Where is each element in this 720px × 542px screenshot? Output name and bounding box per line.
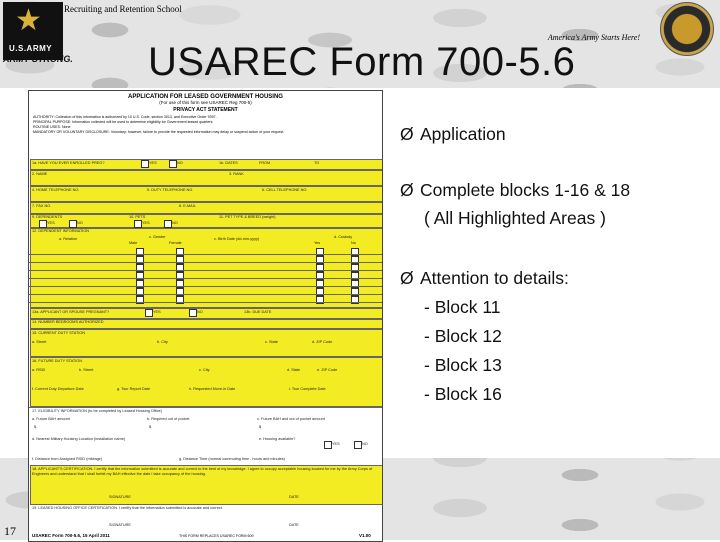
bullet-arrow-icon: Ø	[400, 124, 414, 144]
block-12-row-line	[29, 302, 382, 303]
block-16-rsid-label: a. RSID	[32, 368, 46, 372]
army-logo	[3, 2, 63, 60]
block-17-no-checkbox[interactable]	[354, 441, 362, 449]
block-15-city-label: b. City	[157, 340, 168, 344]
form-subtitle: (For use of this form see USAREC Reg 700-5)	[159, 100, 252, 105]
sub-bullet-block-13: - Block 13	[424, 355, 502, 375]
block-12-row-line	[29, 294, 382, 295]
privacy-purpose: PRINCIPAL PURPOSE: Information collected will be used to determine eligibility for Government leased quarters.	[33, 120, 214, 124]
privacy-disclosure: MANDATORY OR VOLUNTARY DISCLOSURE: Voluntary; however, failure to provide the requested information may delay or suspend action of your request.	[33, 130, 285, 134]
block-16-tour-label: g. Tour Report Date	[117, 387, 151, 391]
block-12-yes-header: Yes	[314, 241, 321, 245]
bullet-attention	[400, 268, 569, 289]
block-17-dollar-2: $	[149, 425, 152, 429]
block-10-label: 10. PETS	[129, 215, 146, 219]
block-10-no-label: NO	[172, 221, 178, 225]
block-19-date-label: DATE	[289, 523, 299, 527]
block-12-row-line	[29, 270, 382, 271]
block-16-zip-label: e. ZIP Code	[317, 368, 338, 372]
block-1b-label: 1b. DATES	[219, 161, 238, 165]
star-icon: ★	[15, 4, 42, 37]
block-12-no-header: No	[351, 241, 356, 245]
block-16-city-label: c. City	[199, 368, 210, 372]
bullet-arrow-icon: Ø	[400, 268, 414, 288]
block-1-label: 1a. HAVE YOU EVER ENROLLED PREG?	[32, 161, 105, 165]
block-1b-to-label: TO	[314, 161, 320, 165]
block-5-label: 5. DUTY TELEPHONE NO.	[147, 188, 194, 192]
block-2-3-field[interactable]	[30, 170, 383, 186]
block-16-street-label: b. Street	[79, 368, 94, 372]
slide-title: USAREC Form 700-5.6	[148, 40, 576, 84]
block-12-row-line	[29, 262, 382, 263]
block-17-dollar-1: $	[34, 425, 37, 429]
block-12-table[interactable]	[30, 228, 383, 308]
block-1b-from-label: FROM	[259, 161, 271, 165]
block-15-street-label: a. Street	[32, 340, 47, 344]
block-19-signature-label: SIGNATURE	[109, 523, 131, 527]
page-number: 17	[4, 524, 16, 538]
bullet-arrow-icon: Ø	[400, 180, 414, 200]
block-12-label: 12. DEPENDENT INFORMATION	[32, 229, 90, 233]
block-9-no-checkbox[interactable]	[69, 220, 77, 228]
privacy-routine: ROUTINE USES: None	[33, 125, 71, 129]
army-strong-slogan: ARMY STRONG.	[3, 54, 73, 64]
tagline: America's Army Starts Here!	[547, 33, 640, 42]
block-17-divider	[29, 407, 382, 408]
bullet-application	[400, 124, 506, 145]
usarec-emblem-icon	[660, 2, 714, 56]
block-1-no-label: NO	[177, 161, 183, 165]
block-13-no-checkbox[interactable]	[189, 309, 197, 317]
block-9-label: 9. DEPENDENTS	[32, 215, 63, 219]
block-17-req-label: b. Required out of pocket	[147, 417, 190, 421]
block-10-yes-checkbox[interactable]	[134, 220, 142, 228]
bullet-attention-text: Attention to details:	[420, 268, 569, 288]
block-13-yes-label: YES	[153, 310, 161, 314]
block-3-label: 3. RANK	[229, 172, 244, 176]
block-10-no-checkbox[interactable]	[164, 220, 172, 228]
block-1-yes-checkbox[interactable]	[141, 160, 149, 168]
block-2-label: 2. NAME	[32, 172, 48, 176]
block-13-no-label: NO	[197, 310, 203, 314]
block-12-custody-header: d. Custody	[334, 235, 353, 239]
block-1-no-checkbox[interactable]	[169, 160, 177, 168]
block-12-relation-header: a. Relation	[59, 237, 78, 241]
bullet-complete-blocks	[400, 180, 630, 201]
privacy-heading: PRIVACY ACT STATEMENT	[173, 107, 238, 113]
form-image	[28, 90, 383, 542]
block-17-label: 17. ELIGIBILITY INFORMATION (to be completed by Leased Housing Office)	[32, 409, 162, 413]
block-17-dollar-3: $	[259, 425, 262, 429]
sub-bullet-block-16: - Block 16	[424, 384, 502, 404]
form-title: APPLICATION FOR LEASED GOVERNMENT HOUSING	[128, 94, 283, 100]
block-17-commute-label: g. Distance Time (normal commuting time - hours and minutes)	[179, 457, 285, 461]
block-12-female-header: Female	[169, 241, 182, 245]
block-16-requested-label: h. Requested Move-in Date	[189, 387, 236, 391]
block-17-no-label: NO	[362, 442, 368, 446]
form-footer-version: V1.00	[359, 533, 371, 538]
block-17-future-label: c. Future BAH and out of pocket amount	[257, 417, 325, 421]
block-12-gender-header: c. Gender	[149, 235, 166, 239]
block-15-zip-label: d. ZIP Code	[312, 340, 333, 344]
block-15-state-label: c. State	[265, 340, 278, 344]
block-16-tour-complete-label: i. Tour Complete Date	[289, 387, 326, 391]
block-9-no-label: NO	[77, 221, 83, 225]
block-14-label: 14. NUMBER BEDROOMS AUTHORIZED	[32, 320, 104, 324]
block-7-label: 7. FAX NO.	[32, 204, 52, 208]
block-11-label: 11. PET TYPE & BREED (weight)	[219, 215, 276, 219]
block-16-field[interactable]	[30, 357, 383, 407]
block-6-label: 6. CELL TELEPHONE NO.	[262, 188, 308, 192]
logo-text: U.S.ARMY	[9, 44, 53, 53]
block-13-yes-checkbox[interactable]	[145, 309, 153, 317]
sub-bullet-block-12: - Block 12	[424, 326, 502, 346]
block-4-label: 4. HOME TELEPHONE NO.	[32, 188, 80, 192]
block-17-distance-label: f. Distance from Assigned RSID (mileage)	[32, 457, 103, 461]
block-12-male-header: Male	[129, 241, 138, 245]
block-12-birth-header: c. Birth Date (dd-mm-yyyy)	[214, 237, 260, 241]
form-footer-id: USAREC Form 700-5.6, 15 April 2011	[32, 533, 110, 538]
block-7-8-field[interactable]	[30, 202, 383, 214]
block-13-label: 13a. APPLICANT OR SPOUSE PREGNANT?	[32, 310, 110, 314]
block-9-yes-checkbox[interactable]	[39, 220, 47, 228]
form-footer-note: THIS FORM REPLACES USAREC FORM 609	[179, 534, 254, 538]
bullet-highlighted-areas: ( All Highlighted Areas )	[424, 208, 606, 228]
block-8-label: 8. E-MAIL	[179, 204, 196, 208]
block-12-row-line	[29, 286, 382, 287]
block-12-row-line	[29, 254, 382, 255]
block-17-nearest-label: d. Nearest Military Housing Location (installation name)	[32, 437, 126, 441]
block-16-state-label: d. State	[287, 368, 301, 372]
block-18-label: 18. APPLICANT'S CERTIFICATION. I certify that the information submitted is accurate and correct to the best of my knowledge. I agree to occupy acceptable housing located for me by the Army Corps of Engineers and understand that I shall forfeit my BAH effective the date I take occupancy of the housing.	[32, 467, 373, 476]
bullet-application-text: Application	[420, 124, 506, 144]
privacy-authority: AUTHORITY: Collection of this information is authorized by 10 U.S. Code, section 3013, and Executive Order 9397.	[33, 115, 217, 119]
block-17-yes-label: YES	[332, 442, 340, 446]
school-name: Recruiting and Retention School	[64, 4, 182, 14]
block-16-current-label: f. Current Duty Departure Date	[32, 387, 84, 391]
block-9-yes-label: YES	[47, 221, 55, 225]
block-17-yes-checkbox[interactable]	[324, 441, 332, 449]
block-12-row-line	[29, 278, 382, 279]
block-1-yes-label: YES	[149, 161, 157, 165]
block-19-label: 19. LEASED HOUSING OFFICE CERTIFICATION. I certify that the information submitted is accurate and correct.	[32, 506, 223, 510]
block-16-label: 16. FUTURE DUTY STATION	[32, 359, 82, 363]
block-10-yes-label: YES	[142, 221, 150, 225]
block-4-6-field[interactable]	[30, 186, 383, 202]
bullet-complete-blocks-text: Complete blocks 1-16 & 18	[420, 180, 631, 200]
block-15-label: 15. CURRENT DUTY STATION	[32, 331, 86, 335]
block-17-available-label: e. Housing available?	[259, 437, 296, 441]
sub-bullet-block-11: - Block 11	[424, 297, 501, 317]
block-13b-label: 13b. DUE DATE	[244, 310, 272, 314]
privacy-statement	[33, 115, 378, 147]
block-18-signature-label: SIGNATURE	[109, 495, 131, 499]
block-18-date-label: DATE	[289, 495, 299, 499]
block-17-bah-label: a. Future BAH amount	[32, 417, 70, 421]
